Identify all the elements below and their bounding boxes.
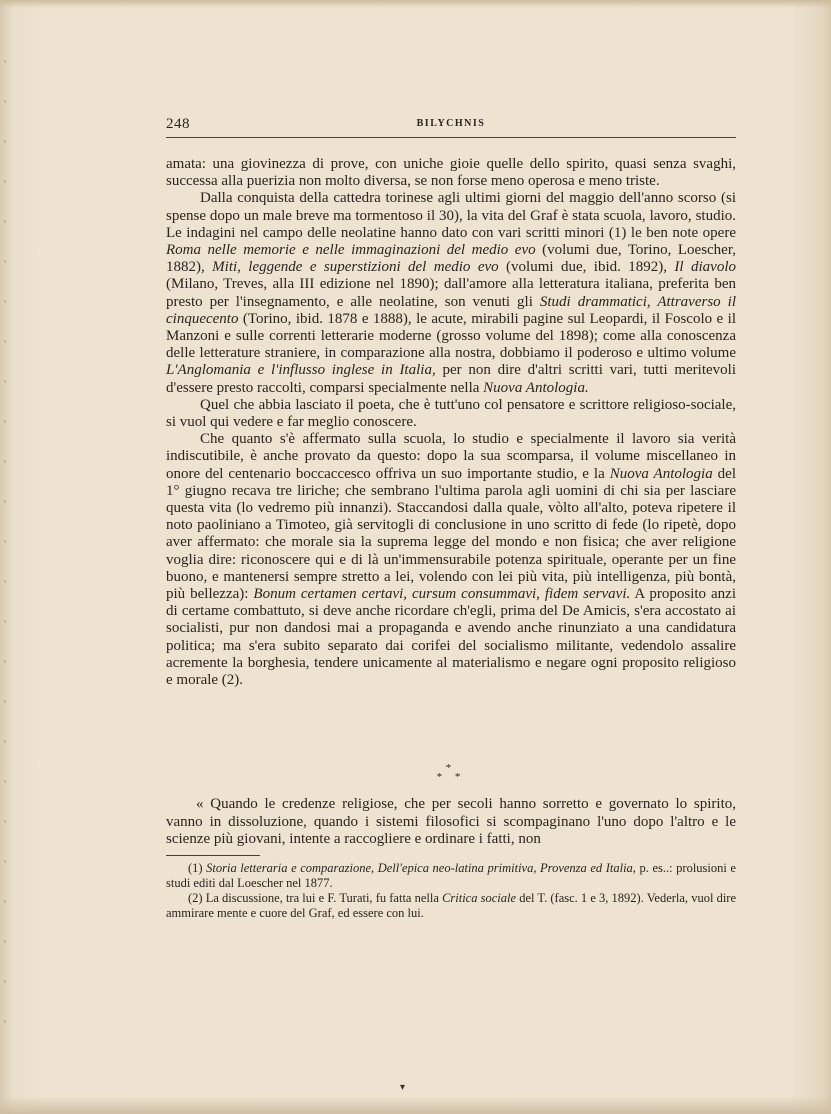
- italic-run: Bonum certamen certavi, cursum consummavi, fidem servavi.: [253, 586, 631, 603]
- text-run: (1): [188, 861, 207, 875]
- text-run: Quel che abbia lasciato il poeta, che è tutt'uno col pensatore e scrittore religioso-sociale, si vuol qui vedere e far meglio conoscere.: [166, 396, 736, 431]
- text-run: del T. (fasc. 1 e 3, 1892). Vederla, vuol dire ammirare mente e cuore del Graf, ed essere con lui.: [166, 891, 737, 920]
- asterism-bottom: * *: [436, 771, 466, 783]
- text-run: (volumi due, ibid. 1892),: [498, 259, 675, 276]
- text-run: Che quanto s'è affermato sulla scuola, lo studio e specialmente il lavoro sia verità indiscutibile, è anche provato da questo: dopo la sua scomparsa, il volume miscellaneo in onore del centenario boccaccesco offriva un suo importante studio, e la: [166, 431, 736, 482]
- text-run: per non dire d'altri scritti vari, tutti meritevoli d'essere presto raccolti, comparsi specialmente nella: [166, 362, 736, 396]
- footnote-2: [166, 891, 736, 921]
- paragraph-3: [166, 397, 736, 431]
- quote-paragraph: « Quando le credenze religiose, che per secoli hanno sorretto e governato lo spirito, vanno in dissoluzione, quando i sistemi filosofici si scompaginano l'uno dopo l'altro e le scienze più giovani, intente a raccogliere e ordinare i fatti, non: [166, 796, 736, 848]
- footnote-rule: [166, 855, 260, 856]
- text-run: (volumi due, Torino, Loescher, 1882),: [166, 242, 736, 276]
- text-run: p. es..: prolusioni e studi editi dal Loescher nel 1877.: [166, 861, 736, 890]
- text-run: A proposito anzi di certame combattuto, si deve anche ricordare ch'egli, prima del De Amicis, s'era accostato ai socialisti, pur non dandosi mai a propaganda e avendo anche rinunziato a una candidatura politica; ma s'era subito separato dai corifei del socialismo militante, vedendolo assalire acremente la borghesia, tendere unicamente al materialismo e negare ogni proposito religioso e morale (2).: [166, 586, 736, 689]
- text-run: Dalla conquista della cattedra torinese agli ultimi giorni del maggio dell'anno scorso (si spense dopo un male breve ma tormentoso il 30), la vita del Graf è stata scuola, lavoro, studio. Le indagini nel campo delle neolatine hanno dato con vari scritti minori (1) le ben note opere: [166, 190, 736, 241]
- footnotes: [166, 861, 736, 921]
- text-run: (2) La discussione, tra lui e F. Turati, fu fatta nella: [188, 891, 443, 905]
- page-number: 248: [166, 116, 190, 132]
- footnote-1: [166, 861, 736, 891]
- italic-run: Miti, leggende e superstizioni del medio evo: [212, 259, 499, 276]
- page-edge-bottom: [0, 1096, 831, 1114]
- italic-run: Il diavolo: [674, 259, 736, 276]
- running-head: BILYCHNIS: [416, 118, 486, 129]
- italic-run: Storia letteraria e comparazione, Dell'epica neo-latina primitiva, Provenza ed Italia,: [206, 861, 636, 875]
- text-run: (Milano, Treves, alla III edizione nel 1890); dall'amore alla letteratura italiana, preferita ben presto per l'insegnamento, e alle neolatine, son venuti gli: [166, 276, 736, 310]
- asterism-divider: [166, 764, 736, 782]
- italic-run: Nuova Antologia.: [483, 379, 589, 396]
- italic-run: Studi drammatici, Attraverso il cinquecento: [166, 293, 736, 327]
- italic-run: Nuova Antologia: [609, 465, 713, 482]
- text-run: amata: una giovinezza di prove, con uniche gioie quelle dello spirito, quasi senza svaghi, successa alla puerizia non molto diversa, se non forse meno operosa e meno triste.: [166, 156, 736, 190]
- page-header: [166, 112, 736, 138]
- italic-run: Roma nelle memorie e nelle immaginazioni del medio evo: [166, 242, 536, 259]
- paragraph-2: [166, 190, 736, 396]
- bottom-mark: ▾: [400, 1082, 406, 1093]
- body-text: [166, 156, 736, 689]
- paragraph-4: [166, 431, 736, 689]
- paragraph-1: [166, 156, 736, 190]
- header-rule: [166, 137, 736, 138]
- text-run: del 1° giugno recava tre liriche; che sembrano l'ultima parola agli uomini di chi sia per lasciare questa vita (lo vedremo più innanzi). Staccandosi dalla quale, vòlto all'alto, poteva ripetere il noto paoliniano a Timoteo, già servitogli di conclusione in uno scritto di fede (lo ripetè, dopo aver affermato: che morale sia la suprema legge del mondo e non fisica; che aver religione voglia dire: riconoscere qui e di là un'immensurabile potenza spirituale, operante per un fine buono, e mantenersi sempre stretto a lei, volendo con lei più vita, più intelligenza, più bontà, più bellezza):: [166, 465, 736, 603]
- italic-run: L'Anglomania e l'influsso inglese in Italia,: [166, 362, 436, 379]
- quote-section: [166, 796, 736, 849]
- asterism-top: *: [445, 762, 457, 774]
- italic-run: Critica sociale: [442, 891, 517, 905]
- binding-marks: [4, 60, 6, 1060]
- text-run: (Torino, ibid. 1878 e 1888), le acute, mirabili pagine sul Leopardi, il Foscolo e il Manzoni e sulle correnti letterarie moderne (grosso volume del 1898); come alla conoscenza delle letterature straniere, in comparazione alla nostra, dobbiamo il poderoso e ultimo volume: [166, 310, 736, 362]
- page-edge-top: [0, 0, 831, 8]
